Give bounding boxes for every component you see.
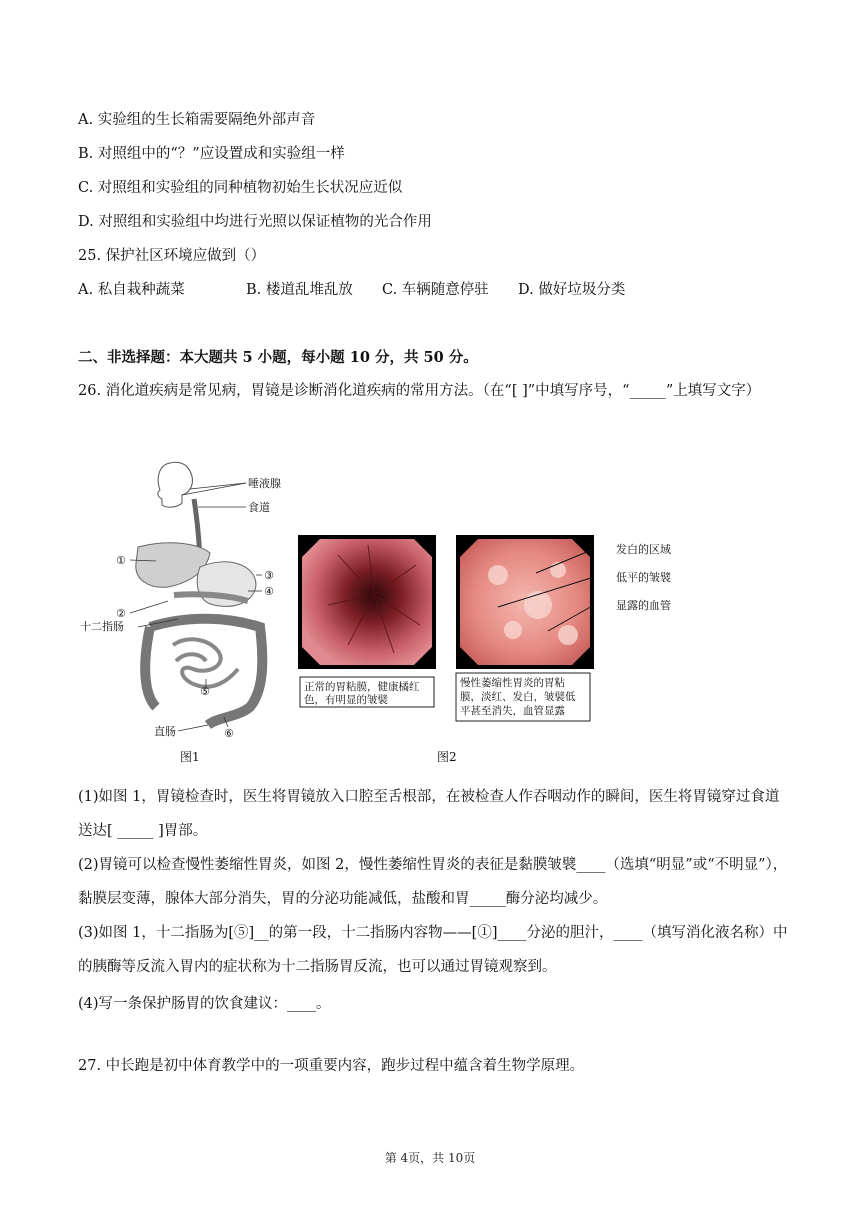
question-25-stem: 25. 保护社区环境应做到（） bbox=[78, 248, 266, 264]
option-25-d: D. 做好垃圾分类 bbox=[518, 282, 626, 298]
option-24-d: D. 对照组和实验组中均进行光照以保证植物的光合作用 bbox=[78, 214, 432, 230]
question-26-stem: 26. 消化道疾病是常见病，胃镜是诊断消化道疾病的常用方法。（在“[ ]”中填写序号，“_____”上填写文字） bbox=[78, 383, 761, 399]
option-25-b: B. 楼道乱堆乱放 bbox=[246, 282, 353, 298]
label-duodenum: 十二指肠 bbox=[80, 620, 124, 633]
normal-caption-line-2: 色，有明显的皱襞 bbox=[304, 694, 388, 706]
label-salivary-gland: 唾液腺 bbox=[248, 477, 281, 490]
normal-caption-line-1: 正常的胃粘膜，健康橘红 bbox=[304, 681, 420, 693]
digestive-system-diagram bbox=[78, 455, 293, 740]
small-intestine-shape bbox=[173, 639, 238, 686]
label-rectum: 直肠 bbox=[154, 725, 176, 738]
option-24-b: B. 对照组中的“？”应设置成和实验组一样 bbox=[78, 146, 345, 162]
option-24-c: C. 对照组和实验组的同种植物初始生长状况应近似 bbox=[78, 180, 403, 196]
label-n2: ② bbox=[116, 607, 126, 620]
option-25-c: C. 车辆随意停驻 bbox=[382, 282, 489, 298]
chronic-caption-line-1: 慢性萎缩性胃炎的胃粘 bbox=[460, 677, 565, 689]
annotation-visible-vessels: 显露的血管 bbox=[616, 599, 671, 612]
endoscopy-comparison-figure bbox=[298, 535, 688, 725]
option-24-a: A. 实验组的生长箱需要隔绝外部声音 bbox=[78, 112, 316, 128]
label-n3: ③ bbox=[264, 569, 274, 582]
question-27-stem: 27. 中长跑是初中体育教学中的一项重要内容，跑步过程中蕴含着生物学原理。 bbox=[78, 1058, 585, 1074]
chronic-caption-line-3: 平甚至消失，血管显露 bbox=[460, 705, 565, 717]
option-25-a: A. 私自栽种蔬菜 bbox=[78, 282, 185, 298]
annotation-flat-folds: 低平的皱襞 bbox=[616, 571, 671, 584]
question-26-part-1: (1)如图 1，胃镜检查时，医生将胃镜放入口腔至舌根部，在被检查人作吞咽动作的瞬间，医生将胃镜穿过食道送达[ _____ ]胃部。 bbox=[78, 789, 780, 839]
normal-mucosa-image bbox=[302, 539, 432, 665]
annotation-pale-area: 发白的区域 bbox=[616, 543, 671, 556]
figure-1-caption: 图1 bbox=[180, 750, 200, 764]
label-esophagus: 食道 bbox=[248, 501, 270, 514]
section-heading: 二、非选择题：本大题共 5 小题，每小题 10 分，共 50 分。 bbox=[78, 349, 478, 366]
question-26-part-2: (2)胃镜可以检查慢性萎缩性胃炎，如图 2，慢性萎缩性胃炎的表征是黏膜皱襞____（选填“明显”或“不明显”），黏膜层变薄，腺体大部分消失，胃的分泌功能减低，盐酸和胃_____酶分泌均减少。 bbox=[78, 857, 788, 907]
figure-2-caption: 图2 bbox=[437, 750, 457, 764]
label-n1: ① bbox=[116, 554, 126, 567]
page-footer: 第 4页，共 10页 bbox=[384, 1151, 476, 1165]
head-outline bbox=[158, 462, 193, 507]
question-26-part-3: (3)如图 1，十二指肠为[⑤]__的第一段，十二指肠内容物——[①]____分泌的胆汁，____（填写消化液名称）中的胰酶等反流入胃内的症状称为十二指肠胃反流，也可以通过胃镜观察到。 bbox=[78, 925, 788, 975]
question-26-part-4: (4)写一条保护肠胃的饮食建议：____。 bbox=[78, 996, 331, 1012]
label-n4: ④ bbox=[264, 585, 274, 598]
label-n6: ⑥ bbox=[224, 727, 234, 740]
label-n5: ⑤ bbox=[200, 685, 210, 698]
question-25-options bbox=[78, 280, 625, 300]
chronic-caption-line-2: 膜，淡红、发白，皱襞低 bbox=[460, 691, 576, 703]
